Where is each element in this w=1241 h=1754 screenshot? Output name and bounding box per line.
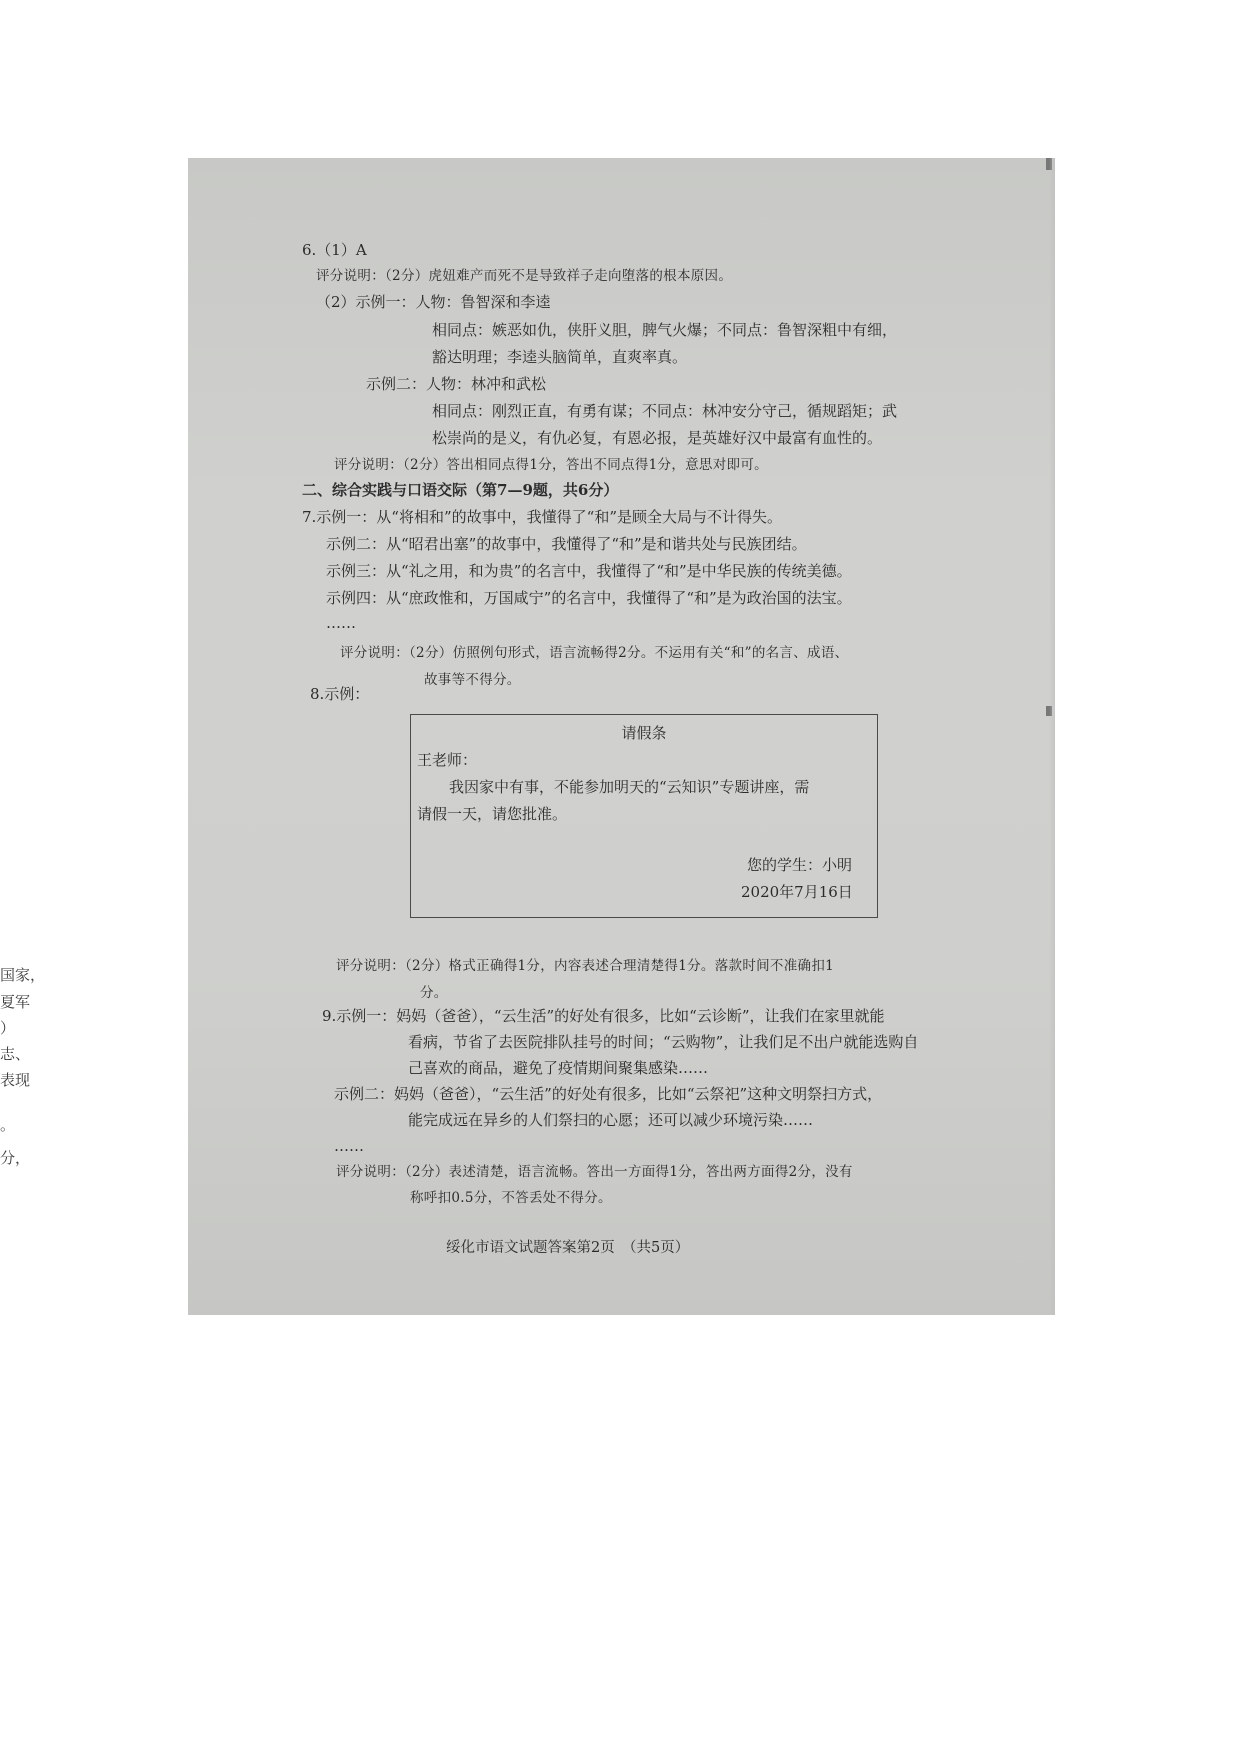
q9-example1-line3: 己喜欢的商品，避免了疫情期间聚集感染…… [408,1059,709,1077]
q7-note-line1: 评分说明：（2分）仿照例句形式，语言流畅得2分。不运用有关“和”的名言、成语、 [340,645,849,661]
q6-part2-example1-head: （2）示例一：人物：鲁智深和李逵 [316,293,551,311]
leave-note-title: 请假条 [621,724,667,742]
q9-ellipsis: …… [334,1137,364,1155]
q6-part2-example1-line1: 相同点：嫉恶如仇，侠肝义胆，脾气火爆；不同点：鲁智深粗中有细， [432,321,898,339]
scanned-page [188,158,1055,1315]
binding-mark [1046,158,1052,170]
q9-example2-line2: 能完成远在异乡的人们祭扫的心愿；还可以减少环境污染…… [408,1111,814,1129]
q9-note-line2: 称呼扣0.5分，不答丢处不得分。 [410,1190,612,1206]
q7-example3: 示例三：从“礼之用，和为贵”的名言中，我懂得了“和”是中华民族的传统美德。 [326,562,852,580]
q9-example1-line2: 看病，节省了去医院排队挂号的时间；“云购物”，让我们足不出户就能选购自 [408,1033,919,1051]
section-2-title: 二、综合实践与口语交际（第7—9题，共6分） [302,481,619,499]
leave-note-date: 2020年7月16日 [741,883,853,901]
q8-note-line2: 分。 [420,985,448,1001]
q7-ellipsis: …… [326,614,356,632]
q8-note-line1: 评分说明：（2分）格式正确得1分，内容表述合理清楚得1分。落款时间不准确扣1 [336,958,835,974]
leave-note-body-line1: 我因家中有事，不能参加明天的“云知识”专题讲座，需 [449,778,810,796]
q9-note-line1: 评分说明：（2分）表述清楚，语言流畅。答出一方面得1分，答出两方面得2分，没有 [336,1164,853,1180]
q6-part1: 6.（1）A [302,241,367,259]
page-footer: 绥化市语文试题答案第2页 （共5页） [446,1240,690,1256]
margin-fragment: 志、 [0,1045,31,1063]
margin-fragment: ） [0,1019,16,1037]
q7-example2: 示例二：从“昭君出塞”的故事中，我懂得了“和”是和谐共处与民族团结。 [326,535,807,553]
q6-part2-example2-line2: 松崇尚的是义，有仇必复，有恩必报，是英雄好汉中最富有血性的。 [432,429,883,447]
q9-example1-line1: 9.示例一：妈妈（爸爸），“云生活”的好处有很多，比如“云诊断”，让我们在家里就能 [322,1007,885,1025]
leave-note-signature: 您的学生：小明 [747,856,853,874]
q8-head: 8.示例： [310,685,370,703]
q6-part2-example1-line2: 豁达明理；李逵头脑简单，直爽率真。 [432,348,688,366]
q6-part2-example2-head: 示例二：人物：林冲和武松 [366,375,547,393]
margin-fragment: 国家， [0,966,46,984]
margin-fragment: 分， [0,1149,31,1167]
q6-part2-note: 评分说明：（2分）答出相同点得1分，答出不同点得1分，意思对即可。 [334,457,768,473]
margin-fragment: 。 [0,1116,16,1134]
q7-example1: 7.示例一：从“将相和”的故事中，我懂得了“和”是顾全大局与不计得失。 [302,508,782,526]
margin-fragment: 表现 [0,1071,31,1089]
leave-note-salutation: 王老师： [417,751,478,769]
binding-mark [1046,706,1052,716]
q7-note-line2: 故事等不得分。 [424,672,521,688]
margin-fragment: 夏军 [0,993,31,1011]
leave-note-body-line2: 请假一天，请您批准。 [417,805,568,823]
leave-note-box [410,714,878,918]
q6-part1-note: 评分说明：（2分）虎妞难产而死不是导致祥子走向堕落的根本原因。 [316,268,733,284]
q7-example4: 示例四：从“庶政惟和，万国咸宁”的名言中，我懂得了“和”是为政治国的法宝。 [326,589,852,607]
q9-example2-line1: 示例二：妈妈（爸爸），“云生活”的好处有很多，比如“云祭祀”这种文明祭扫方式， [334,1085,883,1103]
q6-part2-example2-line1: 相同点：刚烈正直，有勇有谋；不同点：林冲安分守己，循规蹈矩；武 [432,402,898,420]
